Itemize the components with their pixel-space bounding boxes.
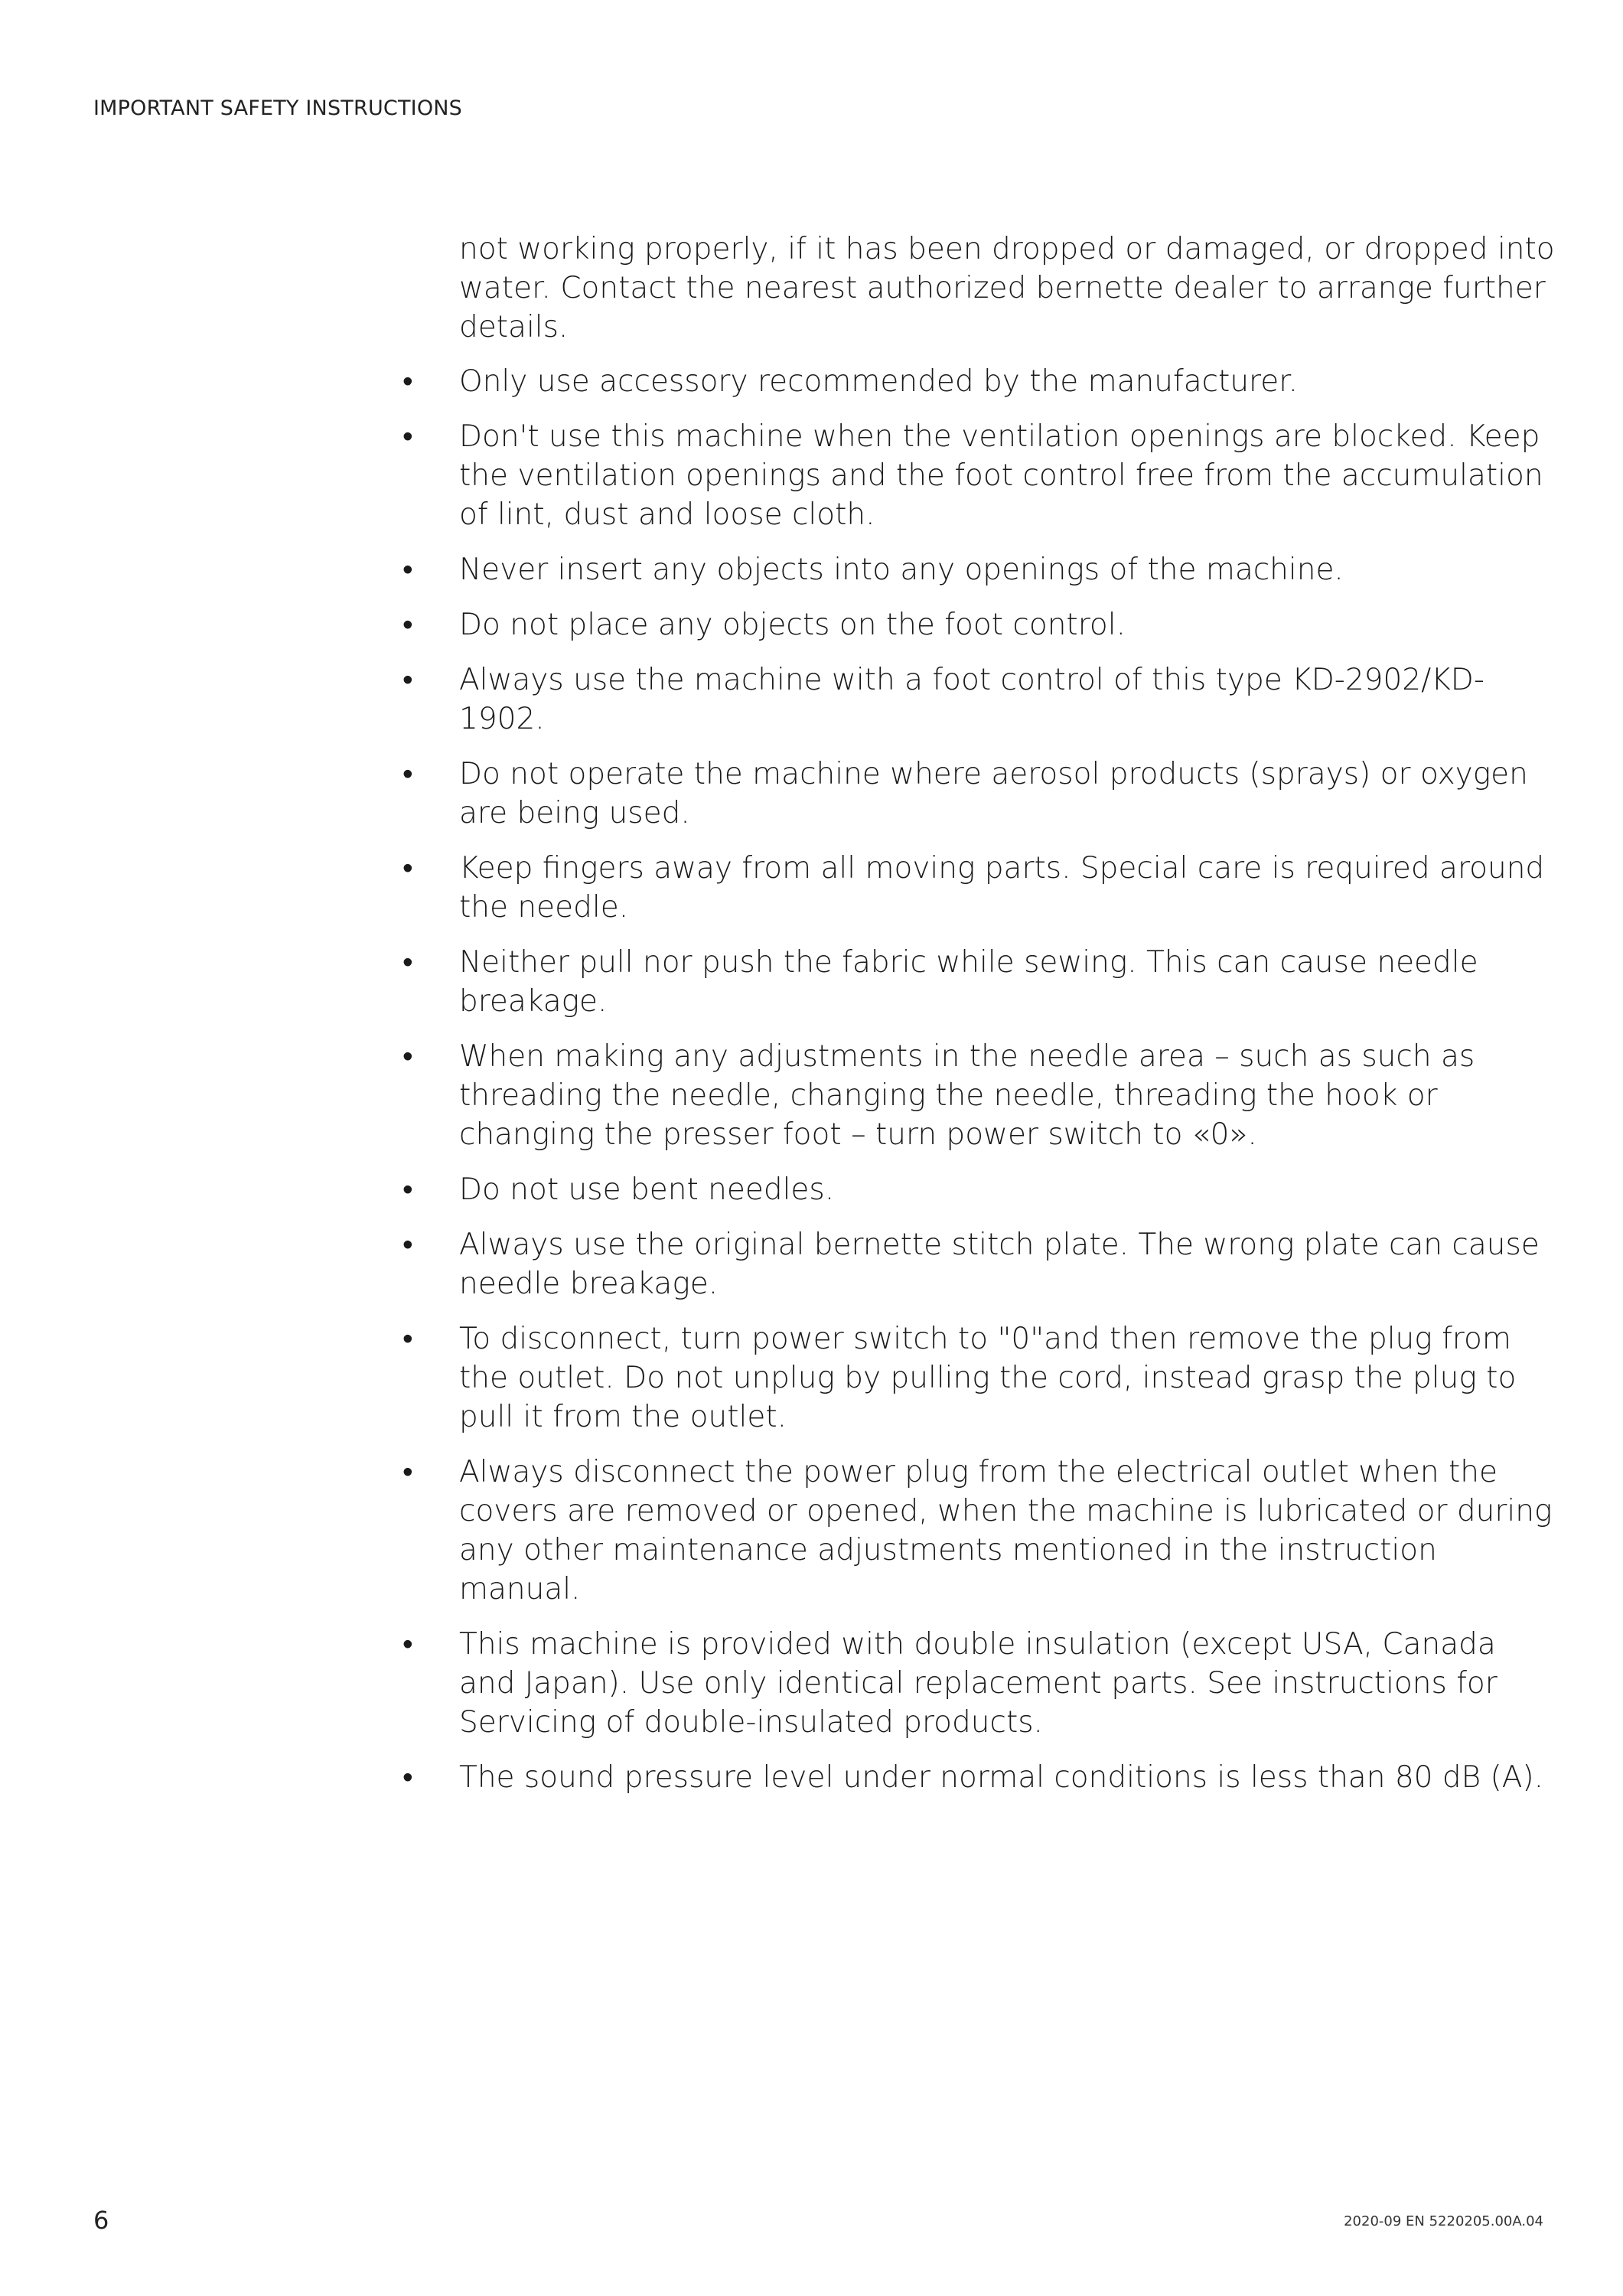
bullet-icon: • (402, 663, 413, 697)
bullet-icon: • (402, 608, 413, 642)
list-item (395, 550, 1558, 589)
list-item (395, 417, 1558, 534)
list-item (395, 755, 1558, 833)
list-item-text: Always use the machine with a foot control of this type KD-2902/KD-1902. (459, 663, 1484, 736)
list-item (395, 1625, 1558, 1742)
list-item-text: Don't use this machine when the ventilation openings are blocked. Keep the ventilation openings and the foot control free from the accumulation of lint, dust and loose cloth. (459, 419, 1543, 532)
bullet-icon: • (402, 1228, 413, 1262)
page-number: 6 (93, 2206, 109, 2235)
bullet-icon: • (402, 364, 413, 399)
list-item-text: Always disconnect the power plug from the electrical outlet when the covers are removed or opened, when the machine is lubricated or during any other maintenance adjustments mentioned in the instruction manual. (459, 1455, 1553, 1606)
list-item (395, 605, 1558, 644)
safety-instructions-body (395, 230, 1558, 1813)
list-item (395, 362, 1558, 401)
bullet-icon: • (402, 757, 413, 791)
document-code: 2020-09 EN 5220205.00A.04 (1344, 2213, 1543, 2229)
bullet-icon: • (402, 945, 413, 980)
list-item-text: This machine is provided with double insulation (except USA, Canada and Japan). Use only identical replacement parts. See instructions for Servicing of double-insulated products. (459, 1627, 1498, 1740)
bullet-icon: • (402, 1172, 413, 1207)
list-item-text: Do not operate the machine where aerosol products (sprays) or oxygen are being used. (459, 757, 1528, 830)
list-item-text: Neither pull nor push the fabric while sewing. This can cause needle breakage. (459, 945, 1478, 1019)
list-item-text: When making any adjustments in the needle area – such as such as threading the needle, changing the needle, threading the hook or changing the presser foot – turn power switch to «0». (459, 1039, 1475, 1152)
bullet-icon: • (402, 419, 413, 454)
safety-instructions-list (395, 362, 1558, 1797)
list-item-text: Never insert any objects into any openings of the machine. (459, 553, 1344, 587)
bullet-icon: • (402, 1039, 413, 1074)
list-item-text: Keep fingers away from all moving parts. Special care is required around the needle. (459, 851, 1545, 925)
bullet-icon: • (402, 1322, 413, 1356)
list-item (395, 1758, 1558, 1797)
list-item-text: Always use the original bernette stitch plate. The wrong plate can cause needle breakage. (459, 1228, 1540, 1301)
list-item (395, 1225, 1558, 1303)
list-item (395, 1170, 1558, 1209)
list-item (395, 1037, 1558, 1154)
bullet-icon: • (402, 1760, 413, 1795)
bullet-icon: • (402, 1455, 413, 1489)
list-item-text: Do not place any objects on the foot control. (459, 608, 1126, 642)
list-item-text: Do not use bent needles. (459, 1172, 835, 1207)
continuation-paragraph: not working properly, if it has been dropped or damaged, or dropped into water. Contact the nearest authorized bernette dealer to arrange further details. (459, 232, 1555, 344)
bullet-icon: • (402, 553, 413, 587)
list-item-text: Only use accessory recommended by the manufacturer. (459, 364, 1299, 399)
running-header: IMPORTANT SAFETY INSTRUCTIONS (93, 96, 463, 120)
bullet-icon: • (402, 1627, 413, 1662)
list-item-text: The sound pressure level under normal conditions is less than 80 dB (A). (459, 1760, 1544, 1795)
bullet-icon: • (402, 851, 413, 885)
list-item (395, 943, 1558, 1021)
list-item-text: To disconnect, turn power switch to "0"and then remove the plug from the outlet. Do not unplug by pulling the cord, instead grasp the plug to pull it from the outlet. (459, 1322, 1517, 1434)
list-item (395, 1453, 1558, 1609)
list-item (395, 849, 1558, 927)
list-item (395, 1319, 1558, 1437)
list-item (395, 660, 1558, 739)
